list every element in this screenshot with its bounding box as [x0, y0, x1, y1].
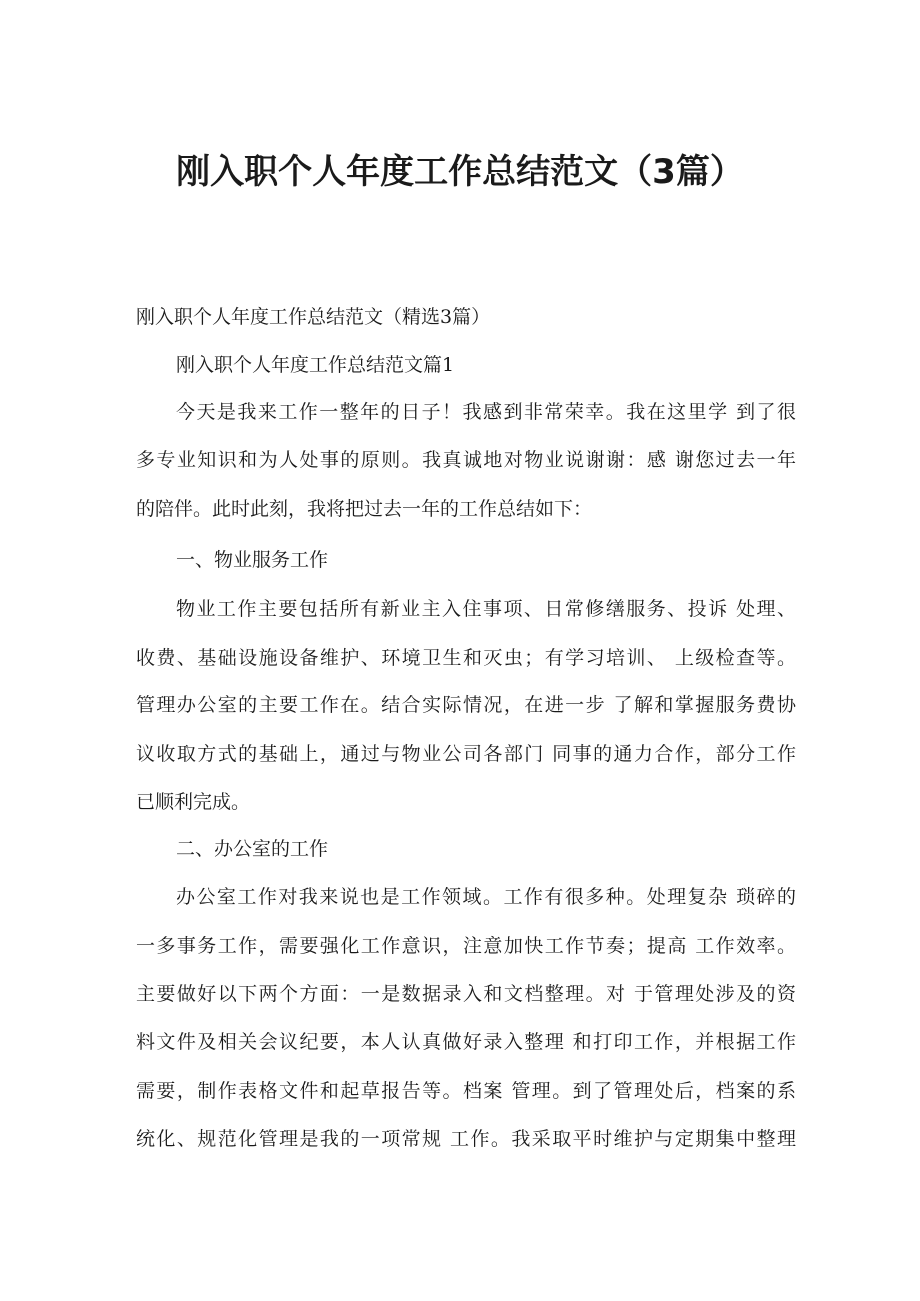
- paragraph-line: 已顺利完成。: [136, 791, 251, 813]
- paragraph-line: 料文件及相关会议纪要，本人认真做好录入整理 和打印工作，并根据工作: [136, 1031, 796, 1053]
- paragraph-line: 统化、规范化管理是我的一项常规 工作。我采取平时维护与定期集中整理: [136, 1128, 796, 1150]
- paragraph-line: 需要，制作表格文件和起草报告等。档案 管理。到了管理处后，档案的系: [136, 1080, 796, 1102]
- paragraph-line: 物业工作主要包括所有新业主入住事项、日常修缮服务、投诉 处理、: [176, 598, 796, 620]
- subheading-office-work: 二、办公室的工作: [176, 838, 329, 860]
- document-title: 刚入职个人年度工作总结范文（3篇）: [176, 152, 744, 192]
- paragraph-line: 管理办公室的主要工作在。结合实际情况，在进一步 了解和掌握服务费协: [136, 694, 796, 716]
- paragraph-line: 的陪伴。此时此刻，我将把过去一年的工作总结如下：: [136, 498, 593, 520]
- document-subtitle: 刚入职个人年度工作总结范文（精选3篇）: [136, 306, 491, 328]
- paragraph-line: 收费、基础设施设备维护、环境卫生和灭虫；有学习培训、 上级检查等。: [136, 647, 796, 669]
- section-heading: 刚入职个人年度工作总结范文篇1: [176, 354, 455, 376]
- paragraph-line: 今天是我来工作一整年的日子！我感到非常荣幸。我在这里学 到了很: [176, 401, 796, 423]
- paragraph-line: 办公室工作对我来说也是工作领域。工作有很多种。处理复杂 琐碎的: [176, 886, 796, 908]
- paragraph-line: 多专业知识和为人处事的原则。我真诚地对物业说谢谢：感 谢您过去一年: [136, 449, 796, 471]
- paragraph-line: 一多事务工作，需要强化工作意识，注意加快工作节奏；提高 工作效率。: [136, 935, 796, 957]
- paragraph-line: 议收取方式的基础上，通过与物业公司各部门 同事的通力合作，部分工作: [136, 743, 796, 765]
- subheading-property-service: 一、物业服务工作: [176, 549, 329, 571]
- paragraph-line: 主要做好以下两个方面：一是数据录入和文档整理。对 于管理处涉及的资: [136, 983, 796, 1005]
